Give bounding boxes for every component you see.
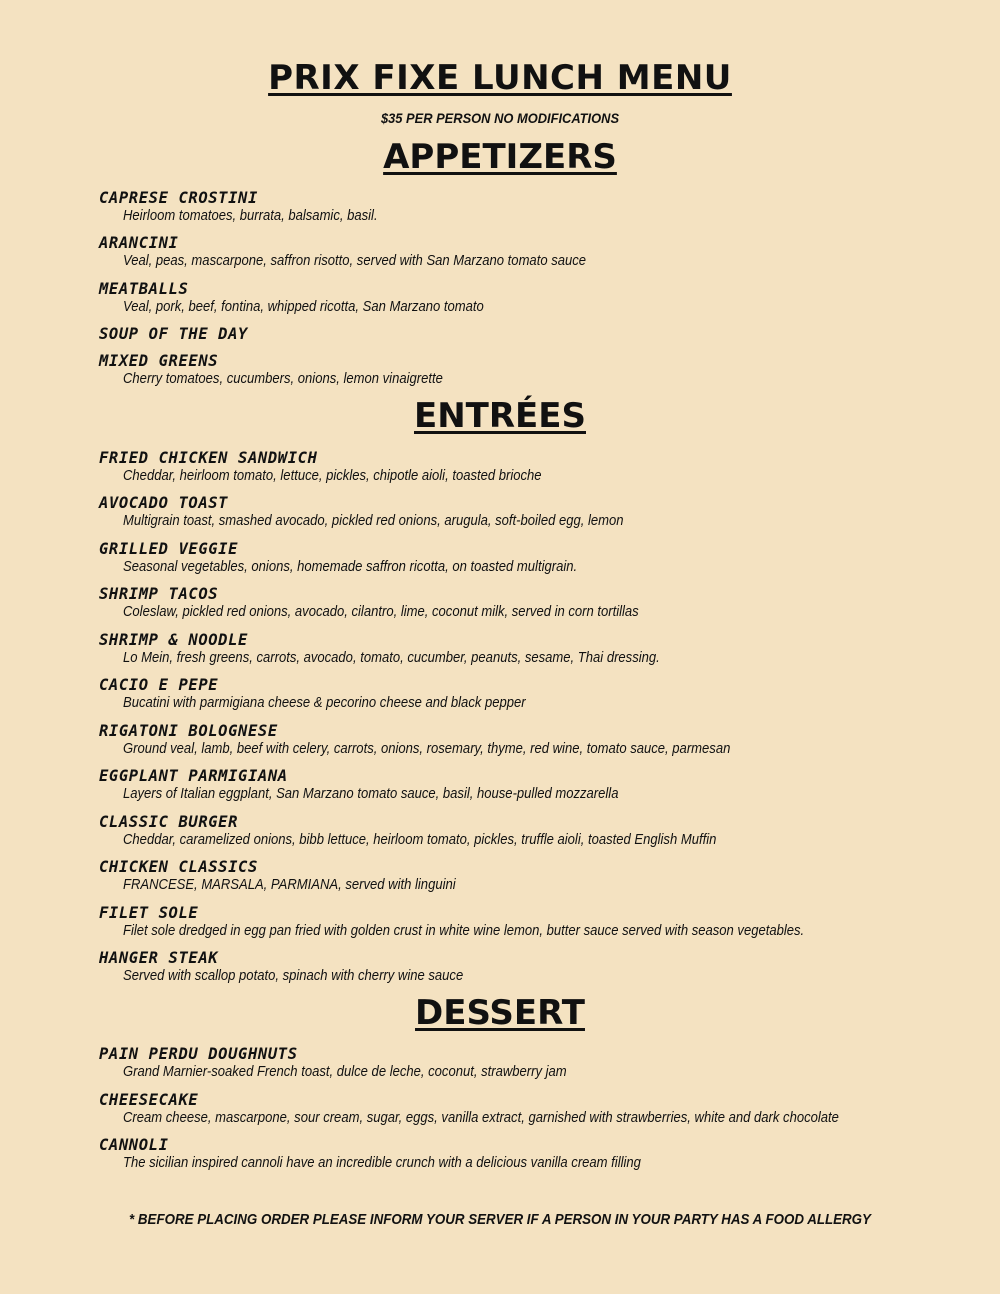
section-title-appetizers-text: APPETIZERS bbox=[383, 137, 617, 177]
item-description: Multigrain toast, smashed avocado, pickled red onions, arugula, soft-boiled egg, lemon bbox=[123, 513, 624, 529]
item-name: FILET SOLE bbox=[99, 904, 199, 922]
item-name: SHRIMP TACOS bbox=[99, 585, 219, 603]
section-title-entrees-text: ENTRÉES bbox=[414, 396, 586, 436]
item-description: Layers of Italian eggplant, San Marzano tomato sauce, basil, house-pulled mozzarella bbox=[123, 786, 619, 802]
item-name: EGGPLANT PARMIGIANA bbox=[99, 767, 288, 785]
menu-item bbox=[99, 585, 979, 621]
section-title-appetizers bbox=[0, 137, 1000, 177]
menu-item bbox=[99, 1136, 979, 1172]
item-description: Cream cheese, mascarpone, sour cream, sugar, eggs, vanilla extract, garnished with strawberries, white and dark chocolate bbox=[123, 1110, 839, 1126]
item-description: Heirloom tomatoes, burrata, balsamic, basil. bbox=[123, 208, 378, 224]
item-description: Cherry tomatoes, cucumbers, onions, lemon vinaigrette bbox=[123, 371, 443, 387]
item-name: GRILLED VEGGIE bbox=[99, 540, 239, 558]
item-name: CACIO E PEPE bbox=[99, 676, 219, 694]
item-name: CHICKEN CLASSICS bbox=[99, 858, 258, 876]
item-description: Filet sole dredged in egg pan fried with golden crust in white wine lemon, butter sauce served with season vegetables. bbox=[123, 923, 805, 939]
menu-item bbox=[99, 858, 979, 894]
allergy-notice: * BEFORE PLACING ORDER PLEASE INFORM YOUR SERVER IF A PERSON IN YOUR PARTY HAS A FOOD ALLERGY bbox=[129, 1212, 871, 1228]
menu-item bbox=[99, 1091, 979, 1127]
menu-item bbox=[99, 767, 979, 803]
item-name: MIXED GREENS bbox=[99, 352, 219, 370]
item-description: Cheddar, heirloom tomato, lettuce, pickles, chipotle aioli, toasted brioche bbox=[123, 468, 542, 484]
menu-item bbox=[99, 352, 979, 388]
item-description: Grand Marnier-soaked French toast, dulce de leche, coconut, strawberry jam bbox=[123, 1064, 567, 1080]
menu-item bbox=[99, 676, 979, 712]
menu-item bbox=[99, 949, 979, 985]
item-description: Coleslaw, pickled red onions, avocado, cilantro, lime, coconut milk, served in corn tortillas bbox=[123, 604, 639, 620]
menu-item bbox=[99, 234, 979, 270]
menu-item bbox=[99, 494, 979, 530]
item-description: Ground veal, lamb, beef with celery, carrots, onions, rosemary, thyme, red wine, tomato sauce, parmesan bbox=[123, 741, 731, 757]
item-name: CLASSIC BURGER bbox=[99, 813, 239, 831]
section-title-dessert bbox=[0, 993, 1000, 1033]
item-name: FRIED CHICKEN SANDWICH bbox=[99, 449, 318, 467]
menu-item bbox=[99, 540, 979, 576]
item-name: SHRIMP & NOODLE bbox=[99, 631, 248, 649]
menu-item bbox=[99, 189, 979, 225]
item-name: MEATBALLS bbox=[99, 280, 189, 298]
menu-item bbox=[99, 813, 979, 849]
menu-item bbox=[99, 904, 979, 940]
item-name: CHEESECAKE bbox=[99, 1091, 199, 1109]
section-title-dessert-text: DESSERT bbox=[415, 993, 585, 1033]
item-description: The sicilian inspired cannoli have an incredible crunch with a delicious vanilla cream filling bbox=[123, 1155, 641, 1171]
menu-title bbox=[0, 58, 1000, 98]
item-description: Cheddar, caramelized onions, bibb lettuce, heirloom tomato, pickles, truffle aioli, toasted English Muffin bbox=[123, 832, 717, 848]
item-description: Veal, pork, beef, fontina, whipped ricotta, San Marzano tomato bbox=[123, 299, 484, 315]
item-name: RIGATONI BOLOGNESE bbox=[99, 722, 278, 740]
item-description: Bucatini with parmigiana cheese & pecorino cheese and black pepper bbox=[123, 695, 526, 711]
item-name: AVOCADO TOAST bbox=[99, 494, 229, 512]
item-name: ARANCINI bbox=[99, 234, 179, 252]
item-description: Served with scallop potato, spinach with cherry wine sauce bbox=[123, 968, 464, 984]
item-name: HANGER STEAK bbox=[99, 949, 219, 967]
item-name: CANNOLI bbox=[99, 1136, 169, 1154]
item-name: SOUP OF THE DAY bbox=[99, 325, 248, 343]
menu-item bbox=[99, 449, 979, 485]
item-name: PAIN PERDU DOUGHNUTS bbox=[99, 1045, 298, 1063]
menu-item bbox=[99, 1045, 979, 1081]
item-description: FRANCESE, MARSALA, PARMIANA, served with linguini bbox=[123, 877, 456, 893]
section-title-entrees bbox=[0, 396, 1000, 436]
item-description: Seasonal vegetables, onions, homemade saffron ricotta, on toasted multigrain. bbox=[123, 559, 578, 575]
menu-subtitle: $35 PER PERSON NO MODIFICATIONS bbox=[380, 110, 620, 126]
item-description: Lo Mein, fresh greens, carrots, avocado, tomato, cucumber, peanuts, sesame, Thai dressing. bbox=[123, 650, 660, 666]
item-name: CAPRESE CROSTINI bbox=[99, 189, 258, 207]
item-description: Veal, peas, mascarpone, saffron risotto, served with San Marzano tomato sauce bbox=[123, 253, 587, 269]
menu-title-text: PRIX FIXE LUNCH MENU bbox=[268, 58, 732, 98]
menu-item bbox=[99, 325, 979, 343]
menu-item bbox=[99, 280, 979, 316]
menu-item bbox=[99, 722, 979, 758]
menu-item bbox=[99, 631, 979, 667]
